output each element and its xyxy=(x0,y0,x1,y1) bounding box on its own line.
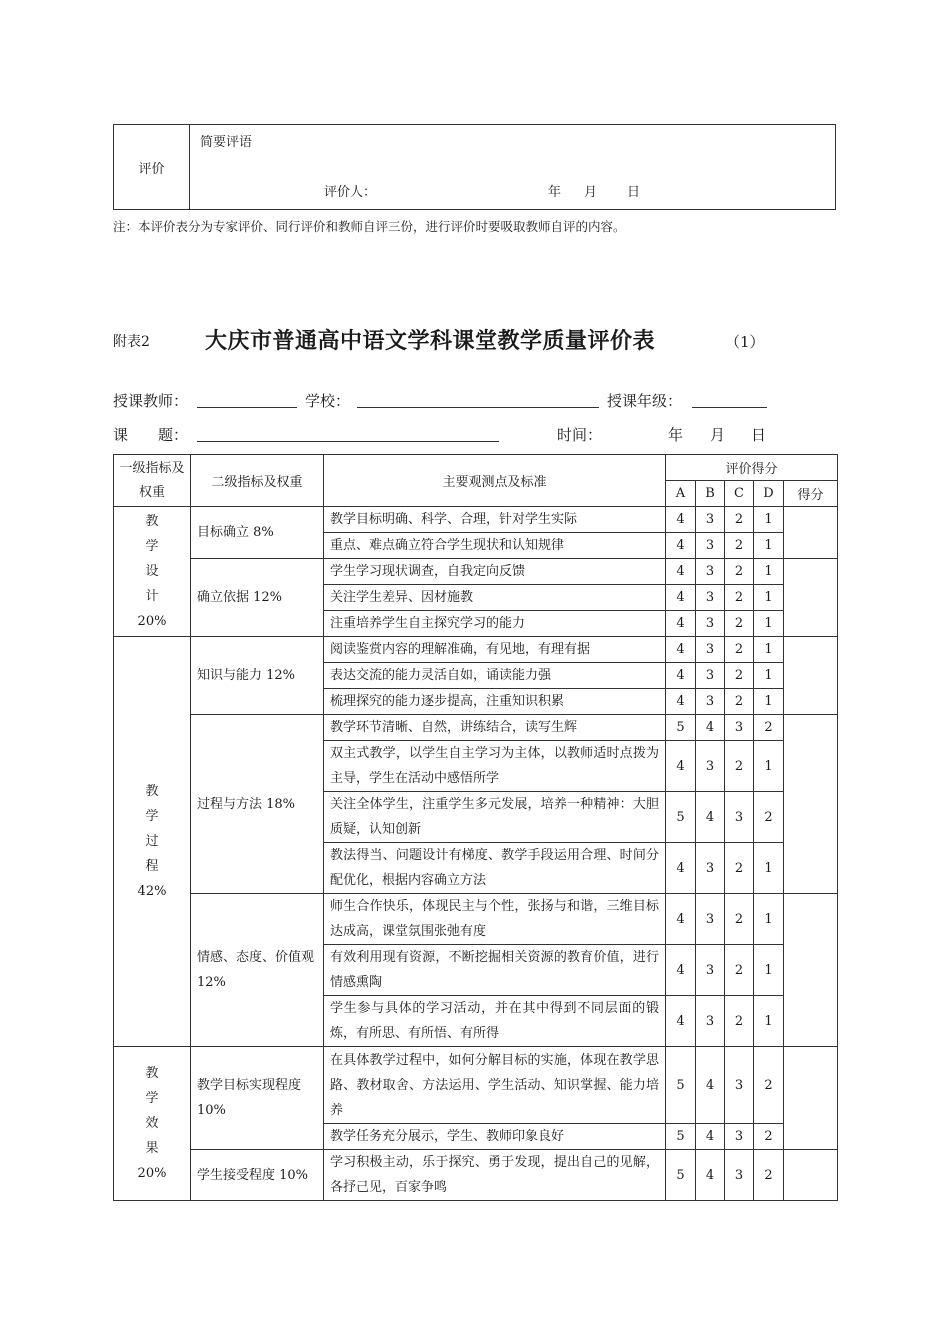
school-input-line[interactable] xyxy=(357,407,599,408)
topic-input-line[interactable] xyxy=(197,441,499,442)
header-score-group: 评价得分 xyxy=(666,455,838,481)
observation-criterion: 重点、难点确立符合学生现状和认知规律 xyxy=(324,533,666,559)
score-d[interactable]: 1 xyxy=(754,611,784,637)
score-c[interactable]: 2 xyxy=(725,996,754,1047)
score-c[interactable]: 2 xyxy=(725,611,754,637)
appendix-label: 附表2 xyxy=(113,334,150,350)
score-c[interactable]: 2 xyxy=(725,741,754,792)
header-level1: 一级指标及权重 xyxy=(114,455,191,507)
score-d[interactable]: 1 xyxy=(754,689,784,715)
grade-label: 授课年级： xyxy=(607,392,683,410)
table-row xyxy=(114,1047,838,1124)
score-b[interactable]: 3 xyxy=(696,637,725,663)
score-d[interactable]: 1 xyxy=(754,559,784,585)
score-input-cell[interactable] xyxy=(784,637,838,715)
header-c: C xyxy=(725,481,754,507)
score-b[interactable]: 3 xyxy=(696,559,725,585)
score-d[interactable]: 2 xyxy=(754,1047,784,1124)
score-b[interactable]: 3 xyxy=(696,611,725,637)
score-b[interactable]: 4 xyxy=(696,1150,725,1201)
evaluation-table-body xyxy=(114,507,838,1201)
header-a: A xyxy=(666,481,696,507)
score-a[interactable]: 4 xyxy=(666,894,696,945)
table-row xyxy=(114,637,838,663)
observation-criterion: 阅读鉴赏内容的理解准确，有见地，有理有据 xyxy=(324,637,666,663)
score-b[interactable]: 3 xyxy=(696,585,725,611)
score-b[interactable]: 3 xyxy=(696,894,725,945)
topic-label: 课 题： xyxy=(113,426,189,444)
header-b: B xyxy=(696,481,725,507)
level2-indicator: 过程与方法 18% xyxy=(191,715,324,894)
level2-indicator: 学生接受程度 10% xyxy=(191,1150,324,1201)
score-a[interactable]: 5 xyxy=(666,715,696,741)
date-month-label: 月 xyxy=(584,185,598,200)
level2-indicator: 目标确立 8% xyxy=(191,507,324,559)
time-month-label: 月 xyxy=(710,426,726,444)
observation-criterion: 双主式教学，以学生自主学习为主体，以教师适时点拨为主导，学生在活动中感悟所学 xyxy=(324,741,666,792)
score-a[interactable]: 4 xyxy=(666,996,696,1047)
score-input-cell[interactable] xyxy=(784,1047,838,1150)
evaluation-comment-box xyxy=(113,124,836,210)
score-input-cell[interactable] xyxy=(784,894,838,1047)
observation-criterion: 学习积极主动，乐于探究、勇于发现，提出自己的见解，各抒己见，百家争鸣 xyxy=(324,1150,666,1201)
score-b[interactable]: 3 xyxy=(696,843,725,894)
time-label: 时间： xyxy=(557,426,603,444)
level2-indicator: 教学目标实现程度 10% xyxy=(191,1047,324,1150)
observation-criterion: 在具体教学过程中，如何分解目标的实施，体现在教学思路、教材取舍、方法运用、学生活动、知识掌握、能力培养 xyxy=(324,1047,666,1124)
observation-criterion: 关注学生差异、因材施教 xyxy=(324,585,666,611)
score-input-cell[interactable] xyxy=(784,1150,838,1201)
teacher-input-line[interactable] xyxy=(197,407,297,408)
header-d: D xyxy=(754,481,784,507)
time-year-label: 年 xyxy=(668,426,684,444)
score-c[interactable]: 3 xyxy=(725,715,754,741)
table-row xyxy=(114,715,838,741)
score-b[interactable]: 3 xyxy=(696,663,725,689)
score-c[interactable]: 2 xyxy=(725,559,754,585)
header-observation: 主要观测点及标准 xyxy=(324,455,666,507)
level2-indicator: 情感、态度、价值观 12% xyxy=(191,894,324,1047)
score-a[interactable]: 5 xyxy=(666,1124,696,1150)
table-row xyxy=(114,894,838,945)
table-row xyxy=(114,507,838,533)
score-input-cell[interactable] xyxy=(784,715,838,894)
score-a[interactable]: 4 xyxy=(666,741,696,792)
observation-criterion: 学生学习现状调查，自我定向反馈 xyxy=(324,559,666,585)
score-a[interactable]: 4 xyxy=(666,507,696,533)
score-input-cell[interactable] xyxy=(784,559,838,637)
level2-indicator: 知识与能力 12% xyxy=(191,637,324,715)
score-b[interactable]: 4 xyxy=(696,1124,725,1150)
header-score: 得分 xyxy=(784,481,838,507)
score-c[interactable]: 3 xyxy=(725,1124,754,1150)
score-d[interactable]: 1 xyxy=(754,945,784,996)
observation-criterion: 教学环节清晰、自然，讲练结合，读写生辉 xyxy=(324,715,666,741)
score-a[interactable]: 5 xyxy=(666,1150,696,1201)
date-year-label: 年 xyxy=(548,185,562,200)
observation-criterion: 有效利用现有资源，不断挖掘相关资源的教育价值，进行情感熏陶 xyxy=(324,945,666,996)
score-d[interactable]: 1 xyxy=(754,663,784,689)
table-row xyxy=(114,559,838,585)
score-b[interactable]: 4 xyxy=(696,715,725,741)
observation-criterion: 教法得当、问题设计有梯度、教学手段运用合理、时间分配优化，根据内容确立方法 xyxy=(324,843,666,894)
table-row xyxy=(114,1150,838,1201)
score-d[interactable]: 2 xyxy=(754,792,784,843)
score-c[interactable]: 3 xyxy=(725,1150,754,1201)
observation-criterion: 教学任务充分展示，学生、教师印象良好 xyxy=(324,1124,666,1150)
score-c[interactable]: 2 xyxy=(725,843,754,894)
score-a[interactable]: 4 xyxy=(666,689,696,715)
score-a[interactable]: 4 xyxy=(666,533,696,559)
score-b[interactable]: 4 xyxy=(696,792,725,843)
evaluation-label: 评价 xyxy=(114,125,190,209)
score-d[interactable]: 1 xyxy=(754,741,784,792)
title-suffix: （1） xyxy=(725,333,765,351)
evaluation-table xyxy=(113,454,838,1201)
header-level2: 二级指标及权重 xyxy=(191,455,324,507)
score-d[interactable]: 1 xyxy=(754,894,784,945)
score-b[interactable]: 3 xyxy=(696,533,725,559)
observation-criterion: 表达交流的能力灵活自如，诵读能力强 xyxy=(324,663,666,689)
level1-indicator: 教 学 效 果 20% xyxy=(114,1047,191,1201)
observation-criterion: 注重培养学生自主探究学习的能力 xyxy=(324,611,666,637)
score-a[interactable]: 4 xyxy=(666,585,696,611)
score-c[interactable]: 2 xyxy=(725,945,754,996)
level2-indicator: 确立依据 12% xyxy=(191,559,324,637)
score-a[interactable]: 5 xyxy=(666,792,696,843)
page-title: 大庆市普通高中语文学科课堂教学质量评价表 xyxy=(205,328,656,354)
observation-criterion: 梳理探究的能力逐步提高，注重知识积累 xyxy=(324,689,666,715)
score-a[interactable]: 5 xyxy=(666,1047,696,1124)
score-d[interactable]: 1 xyxy=(754,996,784,1047)
score-b[interactable]: 3 xyxy=(696,507,725,533)
score-b[interactable]: 3 xyxy=(696,741,725,792)
score-d[interactable]: 1 xyxy=(754,585,784,611)
evaluation-note: 注：本评价表分为专家评价、同行评价和教师自评三份，进行评价时要吸取教师自评的内容。 xyxy=(113,219,626,234)
score-d[interactable]: 1 xyxy=(754,843,784,894)
score-d[interactable]: 1 xyxy=(754,637,784,663)
observation-criterion: 师生合作快乐，体现民主与个性，张扬与和谐，三维目标达成高，课堂氛围张弛有度 xyxy=(324,894,666,945)
score-b[interactable]: 3 xyxy=(696,945,725,996)
score-c[interactable]: 3 xyxy=(725,1047,754,1124)
score-d[interactable]: 2 xyxy=(754,1124,784,1150)
score-b[interactable]: 4 xyxy=(696,1047,725,1124)
level1-indicator: 教 学 过 程 42% xyxy=(114,637,191,1047)
school-label: 学校： xyxy=(305,392,351,410)
score-c[interactable]: 2 xyxy=(725,663,754,689)
score-a[interactable]: 4 xyxy=(666,843,696,894)
score-c[interactable]: 2 xyxy=(725,689,754,715)
score-a[interactable]: 4 xyxy=(666,611,696,637)
score-b[interactable]: 3 xyxy=(696,689,725,715)
score-c[interactable]: 2 xyxy=(725,637,754,663)
score-a[interactable]: 4 xyxy=(666,637,696,663)
score-a[interactable]: 4 xyxy=(666,663,696,689)
score-d[interactable]: 1 xyxy=(754,507,784,533)
score-a[interactable]: 4 xyxy=(666,945,696,996)
score-c[interactable]: 2 xyxy=(725,585,754,611)
observation-criterion: 教学目标明确、科学、合理，针对学生实际 xyxy=(324,507,666,533)
time-day-label: 日 xyxy=(751,426,767,444)
score-a[interactable]: 4 xyxy=(666,559,696,585)
grade-input-line[interactable] xyxy=(692,407,767,408)
score-b[interactable]: 3 xyxy=(696,996,725,1047)
observation-criterion: 学生参与具体的学习活动，并在其中得到不同层面的锻炼，有所思、有所悟、有所得 xyxy=(324,996,666,1047)
level1-indicator: 教 学 设 计 20% xyxy=(114,507,191,637)
score-d[interactable]: 2 xyxy=(754,715,784,741)
score-d[interactable]: 1 xyxy=(754,533,784,559)
score-c[interactable]: 2 xyxy=(725,507,754,533)
brief-comment-label: 简要评语 xyxy=(200,135,253,150)
date-day-label: 日 xyxy=(627,185,641,200)
evaluator-label: 评价人： xyxy=(324,185,377,200)
score-d[interactable]: 2 xyxy=(754,1150,784,1201)
observation-criterion: 关注全体学生，注重学生多元发展，培养一种精神：大胆质疑，认知创新 xyxy=(324,792,666,843)
score-c[interactable]: 2 xyxy=(725,894,754,945)
score-c[interactable]: 2 xyxy=(725,533,754,559)
score-input-cell[interactable] xyxy=(784,507,838,559)
score-c[interactable]: 3 xyxy=(725,792,754,843)
teacher-label: 授课教师： xyxy=(113,392,189,410)
